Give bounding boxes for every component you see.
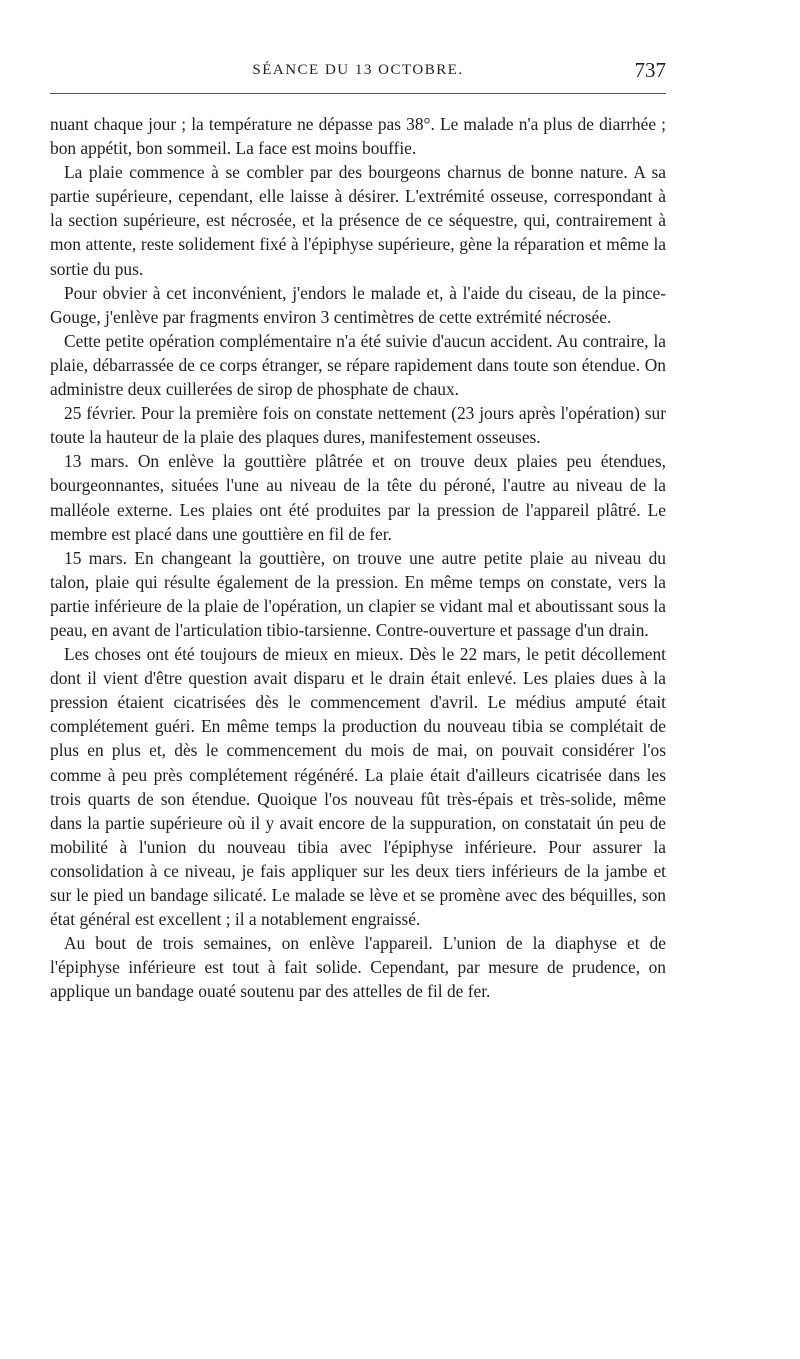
paragraph-1: nuant chaque jour ; la température ne dépasse pas 38°. Le malade n'a plus de diarrhée ; bon appétit, bon sommeil. La face est moins bouffie. xyxy=(50,114,666,159)
paragraph-6: 13 mars. On enlève la gouttière plâtrée et on trouve deux plaies peu étendues, bourgeonnantes, situées l'une au niveau de la tête du péroné, l'autre au niveau de la malléole externe. Les plaies ont été produites par la pression de l'appareil plâtré. Le membre est placé dans une gouttière en fil de fer. xyxy=(50,451,666,544)
paragraph-3: Pour obvier à cet inconvénient, j'endors le malade et, à l'aide du ciseau, de la pince-Gouge, j'enlève par fragments environ 3 centimètres de cette extrémité nécrosée. xyxy=(50,282,666,327)
header-rule xyxy=(50,93,666,94)
running-title: SÉANCE DU 13 OCTOBRE. xyxy=(252,62,464,78)
paragraph-4: Cette petite opération complémentaire n'a été suivie d'aucun accident. Au contraire, la plaie, débarrassée de ce corps étranger, se répare rapidement dans toute son étendue. On administre deux cuillerées de sirop de phosphate de chaux. xyxy=(50,330,666,400)
page-number: 737 xyxy=(634,58,666,82)
paragraph-9: Au bout de trois semaines, on enlève l'appareil. L'union de la diaphyse et de l'épiphyse inférieure est tout à fait solide. Cependant, par mesure de prudence, on applique un bandage ouaté soutenu par des attelles de fil de fer. xyxy=(50,933,666,1002)
running-header xyxy=(50,58,666,88)
body-text xyxy=(50,112,666,1003)
paragraph-5: 25 février. Pour la première fois on constate nettement (23 jours après l'opération) sur toute la hauteur de la plaie des plaques dures, manifestement osseuses. xyxy=(50,403,666,448)
paragraph-2: La plaie commence à se combler par des bourgeons charnus de bonne nature. A sa partie supérieure, cependant, elle laisse à désirer. L'extrémité osseuse, correspondant à la section supérieure, est nécrosée, et la présence de ce séquestre, qui, contrairement à mon attente, reste solidement fixé à l'épiphyse supérieure, gène la réparation et même la sortie du pus. xyxy=(50,162,666,279)
paragraph-7: 15 mars. En changeant la gouttière, on trouve une autre petite plaie au niveau du talon, plaie qui résulte également de la pression. En même temps on constate, vers la partie inférieure de la plaie de l'opération, un clapier se vidant mal et aboutissant sous la peau, en avant de l'articulation tibio-tarsienne. Contre-ouverture et passage d'un drain. xyxy=(50,547,666,640)
paragraph-8: Les choses ont été toujours de mieux en mieux. Dès le 22 mars, le petit décollement dont il vient d'être question avait disparu et le drain était enlevé. Les plaies dues à la pression étaient cicatrisées dès le commencement d'avril. Le médius amputé était complétement guéri. En même temps la production du nouveau tibia se complétait de plus en plus et, dès le commencement du mois de mai, on pouvait considérer l'os comme à peu près complétement régénéré. La plaie était d'ailleurs cicatrisée dans les trois quarts de son étendue. Quoique l'os nouveau fût très-épais et très-solide, même dans la partie supérieure où il y avait encore de la suppuration, on constatait ún peu de mobilité à l'union du nouveau tibia avec l'épiphyse inférieure. Pour assurer la consolidation à ce niveau, je fais appliquer sur les deux tiers inférieurs de la jambe et sur le pied un bandage silicaté. Le malade se lève et se promène avec des béquilles, son état général est excellent ; il a notablement engraissé. xyxy=(50,644,666,930)
